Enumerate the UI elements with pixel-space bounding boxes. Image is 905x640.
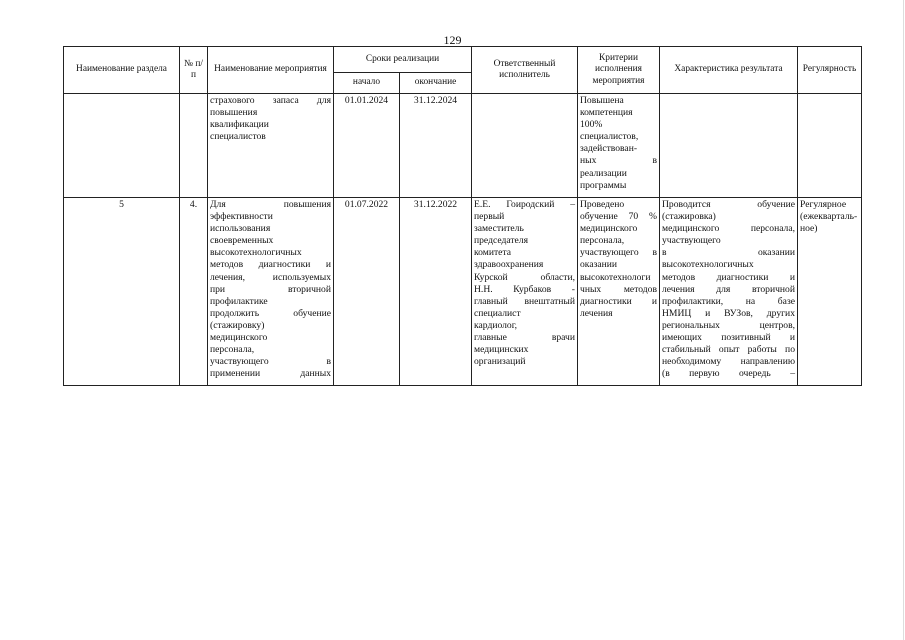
cell-line: ных в	[580, 155, 657, 167]
cell-line: участвующего	[662, 235, 721, 247]
cell-line: продолжить обучение	[210, 307, 331, 319]
cell-line: своевременных	[210, 235, 274, 247]
header-row-1	[64, 47, 862, 73]
cell-line: ное)	[800, 223, 818, 235]
header-num: № п/п	[180, 47, 208, 94]
cell-num	[180, 94, 208, 198]
cell-line: применении данных	[210, 368, 331, 380]
cell-line: высокотехнологи	[580, 271, 651, 283]
page-number: 129	[443, 33, 462, 47]
header-end: окончание	[400, 73, 472, 94]
cell-line: медицинского	[210, 332, 268, 344]
cell-line: медицинского	[580, 223, 638, 235]
cell-line: профилактики, на базе	[662, 295, 795, 307]
cell-line: (стажировка)	[662, 211, 716, 223]
cell-line: Для повышения	[210, 199, 331, 210]
cell-line: (в первую очередь –	[662, 368, 795, 380]
header-responsible: Ответственный исполнитель	[472, 47, 578, 94]
cell-line: методов диагностики и	[210, 259, 331, 271]
cell-line: первый	[474, 211, 505, 223]
cell-section: 5	[64, 198, 180, 386]
cell-line: специалистов	[210, 131, 266, 143]
cell-line: председателя	[474, 235, 528, 247]
cell-end: 31.12.2024	[400, 94, 472, 198]
cell-result	[660, 94, 798, 198]
cell-line: высокотехнологичных	[210, 247, 302, 259]
cell-line: Н.Н. Курбаков -	[474, 283, 575, 295]
cell-end: 31.12.2022	[400, 198, 472, 386]
cell-line: Е.Е. Гоиродский –	[474, 199, 575, 210]
cell-line: задействован-	[580, 143, 638, 155]
cell-line: персонала,	[210, 344, 255, 356]
cell-line: Повышена	[580, 95, 624, 106]
cell-line: главные врачи	[474, 332, 575, 344]
cell-line: медицинских	[474, 344, 529, 356]
cell-section	[64, 94, 180, 198]
scan-edge	[903, 0, 904, 640]
cell-line: эффективности	[210, 211, 273, 223]
cell-event	[208, 198, 334, 386]
cell-line: главный внештатный	[474, 295, 575, 307]
cell-line: повышения	[210, 107, 258, 119]
cell-line: здравоохранения	[474, 259, 544, 271]
cell-event	[208, 94, 334, 198]
cell-responsible	[472, 94, 578, 198]
cell-line: лечения для вторичной	[662, 283, 795, 295]
header-event: Наименование мероприятия	[208, 47, 334, 94]
header-start: начало	[334, 73, 400, 94]
cell-responsible	[472, 198, 578, 386]
cell-line: участвующего в	[580, 247, 657, 259]
cell-line: (стажировку)	[210, 319, 265, 331]
cell-line: организаций	[474, 356, 526, 368]
cell-line: (ежекварталь-	[800, 211, 858, 223]
cell-line: в оказании	[662, 247, 795, 259]
cell-line: специалистов,	[580, 131, 639, 143]
cell-line: компетенция	[580, 107, 633, 119]
cell-line: при вторичной	[210, 283, 331, 295]
header-result: Характеристика результата	[660, 47, 798, 94]
cell-line: страхового запаса для	[210, 95, 331, 106]
cell-line: участвующего в	[210, 356, 331, 368]
header-criteria: Критерии исполнения мероприятия	[578, 47, 660, 94]
table-row	[64, 198, 862, 386]
cell-start: 01.07.2022	[334, 198, 400, 386]
cell-line: необходимому направлению	[662, 356, 795, 368]
cell-line: оказании	[580, 259, 618, 271]
cell-line: реализации	[580, 167, 627, 179]
cell-line: НМИЦ и ВУЗов, других	[662, 307, 795, 319]
cell-regularity	[798, 94, 862, 198]
cell-line: методов диагностики и	[662, 271, 795, 283]
header-section: Наименование раздела	[64, 47, 180, 94]
cell-criteria	[578, 198, 660, 386]
cell-line: медицинского персонала,	[662, 223, 795, 235]
cell-line: Проведено	[580, 199, 625, 210]
header-timing: Сроки реализации	[334, 47, 472, 73]
cell-line: стабильный опыт работы по	[662, 344, 795, 356]
cell-start: 01.01.2024	[334, 94, 400, 198]
cell-line: 100%	[580, 119, 603, 131]
measures-table	[63, 46, 862, 386]
cell-line: квалификации	[210, 119, 269, 131]
cell-line: региональных центров,	[662, 319, 795, 331]
cell-criteria	[578, 94, 660, 198]
cell-line: программы	[580, 179, 627, 191]
cell-line: специалист	[474, 307, 521, 319]
cell-line: использования	[210, 223, 271, 235]
cell-line: персонала,	[580, 235, 625, 247]
cell-line: имеющих позитивный и	[662, 332, 795, 344]
cell-line: чных методов	[580, 283, 657, 295]
cell-line: Проводится обучение	[662, 199, 795, 210]
cell-num: 4.	[180, 198, 208, 386]
header-regularity: Регулярность	[798, 47, 862, 94]
cell-line: кардиолог,	[474, 319, 517, 331]
cell-line: высокотехнологичных	[662, 259, 754, 271]
cell-line: заместитель	[474, 223, 524, 235]
cell-line: комитета	[474, 247, 512, 259]
cell-line: Регулярное	[800, 199, 847, 210]
cell-line: диагностики и	[580, 295, 657, 307]
cell-line: Курской области,	[474, 271, 575, 283]
cell-line: лечения	[580, 307, 613, 319]
cell-result	[660, 198, 798, 386]
cell-line: лечения, используемых	[210, 271, 331, 283]
table-row	[64, 94, 862, 198]
cell-line: профилактике	[210, 295, 268, 307]
cell-line: обучение 70 %	[580, 211, 657, 223]
cell-regularity	[798, 198, 862, 386]
